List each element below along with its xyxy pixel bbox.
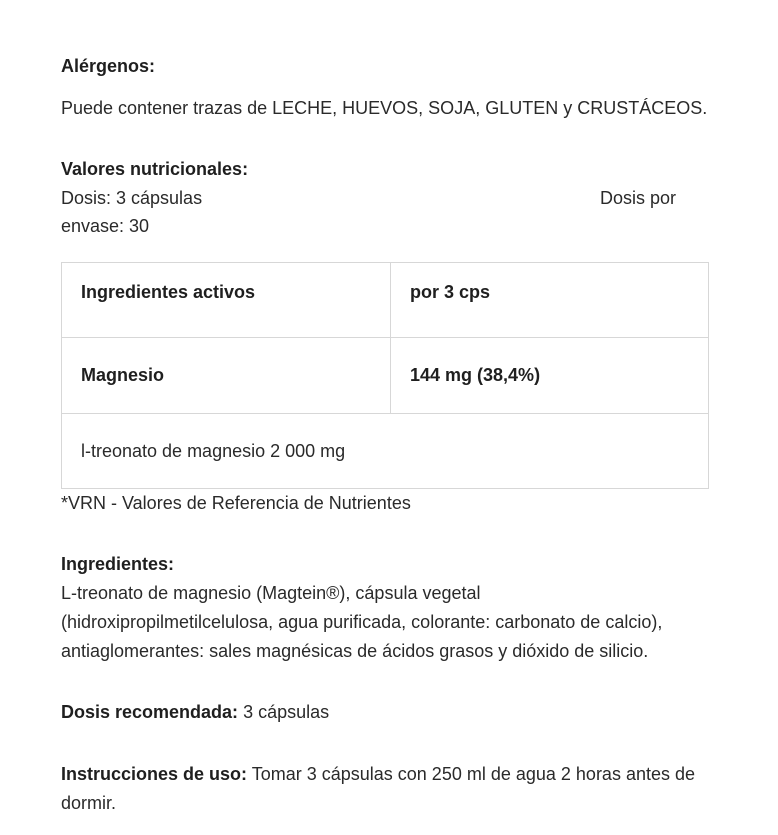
header-ingredients: Ingredientes activos (62, 263, 391, 338)
instructions (61, 760, 741, 818)
vrn-note: *VRN - Valores de Referencia de Nutrientes (61, 493, 411, 513)
nutrition-heading: Valores nutricionales: (61, 159, 249, 179)
instructions-label: Instrucciones de uso: (61, 764, 248, 784)
row-ingredient-name: Magnesio (62, 338, 391, 414)
dose-recommended-value: 3 cápsulas (238, 702, 330, 722)
table-row (62, 338, 709, 414)
dose-label: Dosis: 3 cápsulas (61, 188, 203, 208)
dose-recommended (61, 698, 711, 727)
servings-label: Dosis por (599, 188, 676, 208)
ingredients-line-1: L-treonato de magnesio (Magtein®), cápsula vegetal (61, 583, 481, 603)
instructions-text-line-1: Tomar 3 cápsulas con 250 ml de agua 2 horas antes de (247, 764, 695, 784)
row-ingredient-value: 144 mg (38,4%) (391, 338, 709, 414)
table-header-row (62, 263, 709, 338)
ingredients-line-2: (hidroxipropilmetilcelulosa, agua purificada, colorante: carbonato de calcio), (61, 612, 663, 632)
table-footnote-row (62, 414, 709, 489)
dose-line (61, 184, 676, 213)
ingredients-heading: Ingredientes: (61, 554, 175, 574)
nutrition-table (61, 262, 709, 489)
allergens-heading: Alérgenos: (61, 56, 156, 76)
ingredients-text (61, 579, 741, 666)
header-per-dose: por 3 cps (391, 263, 709, 338)
allergens-text: Puede contener trazas de LECHE, HUEVOS, SOJA, GLUTEN y CRUSTÁCEOS. (61, 98, 708, 118)
instructions-text-line-2: dormir. (61, 793, 117, 813)
table-footnote: l-treonato de magnesio 2 000 mg (62, 414, 709, 489)
ingredients-line-3: antiaglomerantes: sales magnésicas de ácidos grasos y dióxido de silicio. (61, 641, 649, 661)
dose-recommended-label: Dosis recomendada: (61, 702, 239, 722)
servings-value: envase: 30 (61, 216, 150, 236)
